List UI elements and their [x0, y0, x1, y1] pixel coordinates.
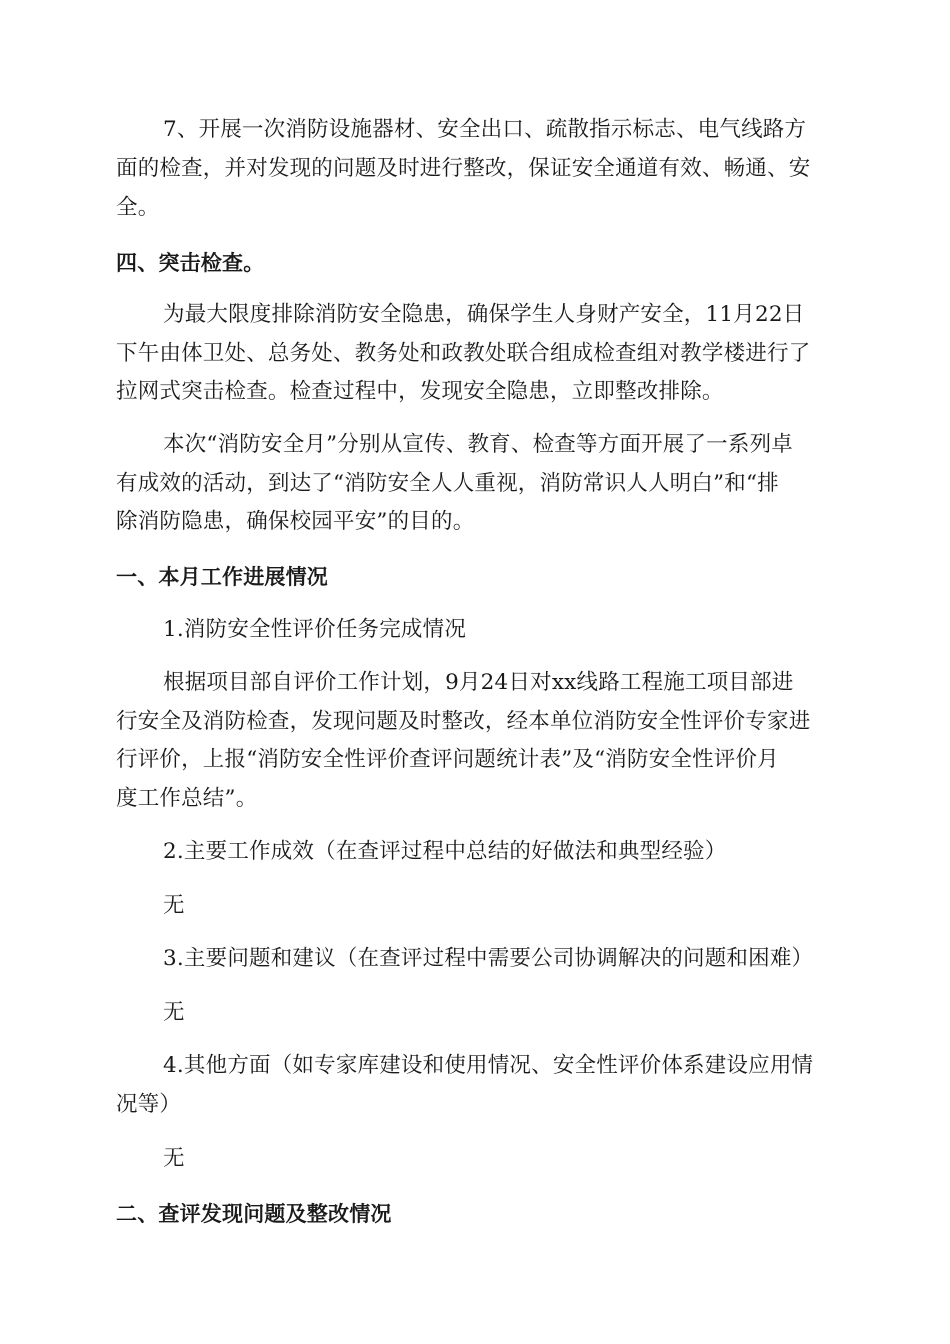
- paragraph-inspection-line-3: 拉网式突击检查。检查过程中，发现安全隐患，立即整改排除。: [116, 379, 724, 404]
- item-4-title-line-2: 况等）: [116, 1092, 182, 1117]
- paragraph-evaluation-line-3: 行评价，上报“消防安全性评价查评问题统计表”及“消防安全性评价月: [116, 747, 779, 772]
- paragraph-item-7-line-1: 7、开展一次消防设施器材、安全出口、疏散指示标志、电气线路方: [163, 117, 807, 142]
- item-4-title-line-1: 4.其他方面（如专家库建设和使用情况、安全性评价体系建设应用情: [163, 1053, 814, 1078]
- paragraph-item-7-line-2: 面的检查，并对发现的问题及时进行整改，保证安全通道有效、畅通、安: [116, 156, 811, 181]
- paragraph-summary-line-2: 有成效的活动，到达了“消防安全人人重视，消防常识人人明白”和“排: [116, 471, 779, 496]
- heading-monthly-progress: 一、本月工作进展情况: [116, 565, 328, 589]
- paragraph-evaluation-line-1: 根据项目部自评价工作计划，9月24日对xx线路工程施工项目部进: [163, 670, 794, 695]
- paragraph-item-7-line-3: 全。: [116, 195, 160, 220]
- item-2-answer: 无: [163, 893, 185, 918]
- heading-issues-rectification: 二、查评发现问题及整改情况: [116, 1202, 392, 1226]
- paragraph-inspection-line-2: 下午由体卫处、总务处、教务处和政教处联合组成检查组对教学楼进行了: [116, 341, 811, 366]
- paragraph-summary-line-1: 本次“消防安全月”分别从宣传、教育、检查等方面开展了一系列卓: [163, 432, 793, 457]
- paragraph-summary-line-3: 除消防隐患，确保校园平安”的目的。: [116, 509, 475, 534]
- paragraph-evaluation-line-4: 度工作总结”。: [116, 786, 258, 811]
- item-2-title: 2.主要工作成效（在查评过程中总结的好做法和典型经验）: [163, 839, 727, 864]
- heading-surprise-inspection: 四、突击检查。: [116, 251, 265, 275]
- item-3-answer: 无: [163, 1000, 185, 1025]
- item-4-answer: 无: [163, 1146, 185, 1171]
- paragraph-evaluation-line-2: 行安全及消防检查，发现问题及时整改，经本单位消防安全性评价专家进: [116, 709, 811, 734]
- item-1-title: 1.消防安全性评价任务完成情况: [163, 617, 467, 642]
- item-3-title: 3.主要问题和建议（在查评过程中需要公司协调解决的问题和困难）: [163, 946, 814, 971]
- paragraph-inspection-line-1: 为最大限度排除消防安全隐患，确保学生人身财产安全，11月22日: [163, 302, 805, 327]
